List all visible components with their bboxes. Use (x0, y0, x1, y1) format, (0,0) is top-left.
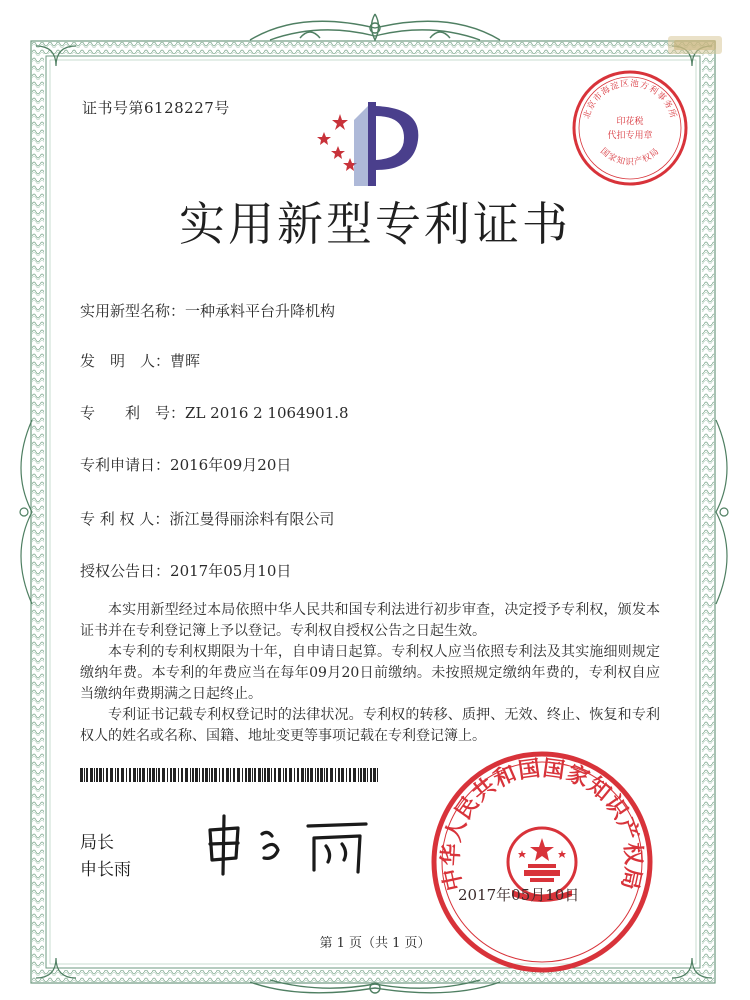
certificate-number: 证书号第6128227号 (82, 99, 230, 117)
field-label: 专 利 权 人 (80, 510, 155, 528)
svg-text:代扣专用章: 代扣专用章 (607, 131, 653, 141)
field-grant-date: 授权公告日：2017年05月10日 (80, 562, 292, 580)
director-name: 申长雨 (80, 860, 131, 880)
field-label: 授权公告日 (80, 562, 156, 580)
tax-seal (570, 68, 690, 188)
svg-text:国家知识产权局 (598, 146, 662, 167)
certificate-body (80, 600, 660, 747)
field-label: 发 明 人 (80, 352, 156, 370)
field-patent-number: 专 利 号：ZL 2016 2 1064901.8 (80, 404, 349, 422)
field-label: 专利申请日 (80, 456, 156, 474)
field-value: 2017年05月10日 (170, 562, 292, 580)
field-label: 实用新型名称 (80, 302, 171, 320)
small-seal-bottom-text: 国家知识产权局 (598, 146, 662, 168)
paragraph: 本实用新型经过本局依照中华人民共和国专利法进行初步审查，决定授予专利权，颁发本证书并在专利登记簿上予以登记。专利权自授权公告之日起生效。 (80, 602, 660, 639)
big-seal-ring-text: 中华人民共和国国家知识产权局 (437, 755, 647, 893)
seal-date: 2017年05月10日 (458, 886, 580, 904)
field-value: ZL 2016 2 1064901.8 (185, 404, 349, 422)
paragraph: 专利证书记载专利权登记时的法律状况。专利权的转移、质押、无效、终止、恢复和专利权人的姓名或名称、国籍、地址变更等事项记载在专利登记簿上。 (80, 707, 660, 744)
field-value: 浙江曼得丽涂料有限公司 (169, 510, 335, 528)
hologram-mark (660, 30, 730, 60)
director-title: 局长 (80, 833, 114, 853)
svg-text:印花税: 印花税 (616, 117, 644, 127)
field-patentee: 专 利 权 人：浙江曼得丽涂料有限公司 (80, 510, 335, 528)
field-value: 2016年09月20日 (170, 456, 292, 474)
patent-office-logo (310, 100, 435, 188)
barcode (80, 768, 380, 782)
field-application-date: 专利申请日：2016年09月20日 (80, 456, 292, 474)
director-signature (190, 808, 390, 878)
field-utility-model-name: 实用新型名称：一种承料平台升降机构 (80, 302, 336, 320)
small-seal-ring-text: 北京市海淀区池方利事务所 (582, 78, 678, 121)
field-label: 专 利 号 (80, 404, 171, 422)
paragraph: 本专利的专利权期限为十年，自申请日起算。专利权人应当依照专利法及其实施细则规定缴纳年费。本专利的年费应当在每年09月20日前缴纳。未按照规定缴纳年费的，专利权自应当缴纳年费期满之日起终止。 (80, 644, 660, 702)
page-title: 实用新型专利证书 (179, 197, 571, 251)
page-number: 第 1 页（共 1 页） (319, 936, 431, 951)
field-inventor: 发 明 人：曹晖 (80, 352, 201, 370)
field-value: 曹晖 (170, 352, 201, 370)
field-value: 一种承料平台升降机构 (185, 302, 336, 320)
